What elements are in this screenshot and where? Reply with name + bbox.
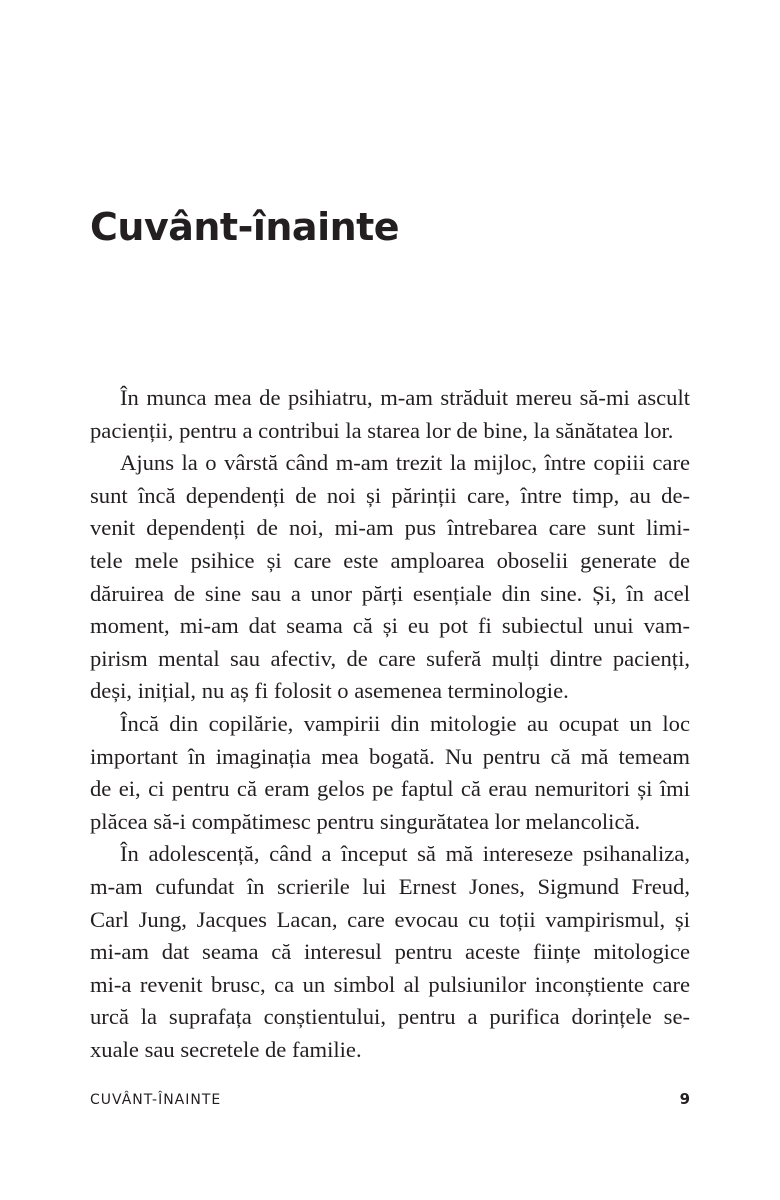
paragraph [90, 382, 690, 447]
running-title: CUVÂNT-ÎNAINTE [90, 1092, 222, 1108]
text-line: de ei, ci pentru că eram gelos pe faptul că erau nemuritori și îmi [90, 776, 690, 802]
text-line: În adolescență, când a început să mă intereseze psihanaliza, [120, 841, 690, 867]
body-text [90, 382, 690, 1066]
chapter-title: Cuvânt-înainte [90, 205, 400, 249]
text-line: venit dependenți de noi, mi-am pus întrebarea care sunt limi- [90, 515, 690, 541]
text-line: dăruirea de sine sau a unor părți esențiale din sine. Și, în acel [90, 580, 690, 606]
running-footer [90, 1090, 690, 1108]
text-line: Ajuns la o vârstă când m-am trezit la mijloc, între copiii care [120, 450, 690, 476]
paragraph [90, 708, 690, 838]
page-number: 9 [679, 1090, 690, 1108]
text-line: deși, inițial, nu aș fi folosit o asemenea terminologie. [90, 678, 569, 704]
paragraph [90, 447, 690, 708]
text-line: plăcea să-i compătimesc pentru singurătatea lor melancolică. [90, 808, 641, 834]
text-line: mi-a revenit brusc, ca un simbol al pulsiunilor inconștiente care [90, 971, 690, 997]
text-line: moment, mi-am dat seama că și eu pot fi subiectul unui vam- [90, 613, 690, 639]
paragraph [90, 838, 690, 1066]
text-line: tele mele psihice și care este amploarea oboselii generate de [90, 547, 690, 573]
text-line: Încă din copilărie, vampirii din mitologie au ocupat un loc [120, 710, 690, 736]
text-line: În munca mea de psihiatru, m-am străduit mereu să-mi ascult [120, 385, 690, 410]
text-line: sunt încă dependenți de noi și părinții care, între timp, au de- [90, 482, 690, 508]
text-line: mi-am dat seama că interesul pentru aceste ființe mitologice [90, 939, 690, 965]
text-line: pacienții, pentru a contribui la starea lor de bine, la sănătatea lor. [90, 417, 674, 443]
text-line: m-am cufundat în scrierile lui Ernest Jones, Sigmund Freud, [90, 873, 690, 899]
text-line: pirism mental sau afectiv, de care suferă mulți dintre pacienți, [90, 645, 690, 671]
text-line: urcă la suprafața conștientului, pentru a purifica dorințele se- [90, 1004, 690, 1030]
text-line: important în imaginația mea bogată. Nu pentru că mă temeam [90, 743, 690, 769]
text-line: xuale sau secretele de familie. [90, 1036, 362, 1062]
text-line: Carl Jung, Jacques Lacan, care evocau cu toții vampirismul, și [90, 906, 690, 932]
